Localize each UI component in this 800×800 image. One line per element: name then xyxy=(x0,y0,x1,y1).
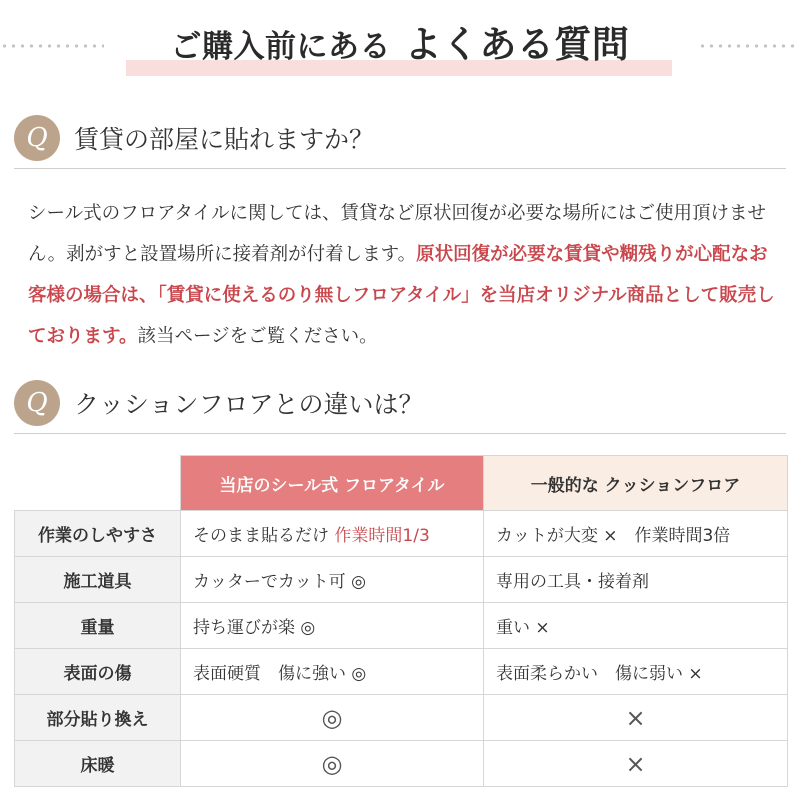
table-row xyxy=(15,649,788,695)
table-row xyxy=(15,603,788,649)
page-title-part1: ご購入前にある xyxy=(170,29,392,65)
cell-ours: ◎ xyxy=(181,695,484,741)
row-label: 作業のしやすさ xyxy=(15,511,181,557)
cell-ours-highlight: 作業時間1/3 xyxy=(334,526,430,546)
row-label: 施工道具 xyxy=(15,557,181,603)
cell-theirs: カットが大変 × 作業時間3倍 xyxy=(484,511,788,557)
row-label: 部分貼り換え xyxy=(15,695,181,741)
faq-answer-1 xyxy=(28,193,780,357)
cell-theirs: 表面柔らかい 傷に弱い × xyxy=(484,649,788,695)
cell-ours xyxy=(181,511,484,557)
cell-ours-text: そのまま貼るだけ xyxy=(193,526,329,546)
row-label: 床暖 xyxy=(15,741,181,787)
cell-theirs: 重い × xyxy=(484,603,788,649)
q-badge-icon: Q xyxy=(14,115,60,161)
table-row xyxy=(15,741,788,787)
header-ours: 当店のシール式 フロアタイル xyxy=(181,456,484,511)
comparison-table xyxy=(14,455,788,787)
faq-question-1 xyxy=(14,115,786,169)
table-header-row xyxy=(15,456,788,511)
table-row xyxy=(15,511,788,557)
row-label: 表面の傷 xyxy=(15,649,181,695)
table-row xyxy=(15,557,788,603)
cell-ours: ◎ xyxy=(181,741,484,787)
table-row xyxy=(15,695,788,741)
cell-ours: カッターでカット可 ◎ xyxy=(181,557,484,603)
q-badge-icon: Q xyxy=(14,380,60,426)
dotted-divider-right xyxy=(698,44,800,48)
page-header xyxy=(0,0,800,100)
cell-theirs: 専用の工具・接着剤 xyxy=(484,557,788,603)
dotted-divider-left xyxy=(0,44,104,48)
answer-highlight: 原状回復が必要な賃貸や糊残りが心配なお客様の場合は、「賃貸に使えるのり無しフロアタイル」を当店オリジナル商品として販売しております。 xyxy=(28,244,775,347)
faq-question-text: クッションフロアとの違いは？ xyxy=(74,390,424,419)
divider xyxy=(14,433,786,434)
cell-theirs: × xyxy=(484,741,788,787)
row-label: 重量 xyxy=(15,603,181,649)
page-title-part2: よくある質問 xyxy=(404,23,630,66)
faq-question-text: 賃貸の部屋に貼れますか？ xyxy=(74,125,375,154)
table-corner xyxy=(15,456,181,511)
answer-text-end: 該当ページをご覧ください。 xyxy=(137,326,378,347)
cell-ours: 持ち運びが楽 ◎ xyxy=(181,603,484,649)
faq-question-2 xyxy=(14,380,786,434)
answer-text: シール式のフロアタイルに関しては、賃貸など原状回復が必要な場所にはご使用頂けません。剥がすと設置場所に接着剤が付着します。 xyxy=(28,203,766,265)
divider xyxy=(14,168,786,169)
cell-theirs: × xyxy=(484,695,788,741)
header-theirs: 一般的な クッションフロア xyxy=(484,456,788,511)
page-title xyxy=(118,14,682,68)
cell-ours: 表面硬質 傷に強い ◎ xyxy=(181,649,484,695)
